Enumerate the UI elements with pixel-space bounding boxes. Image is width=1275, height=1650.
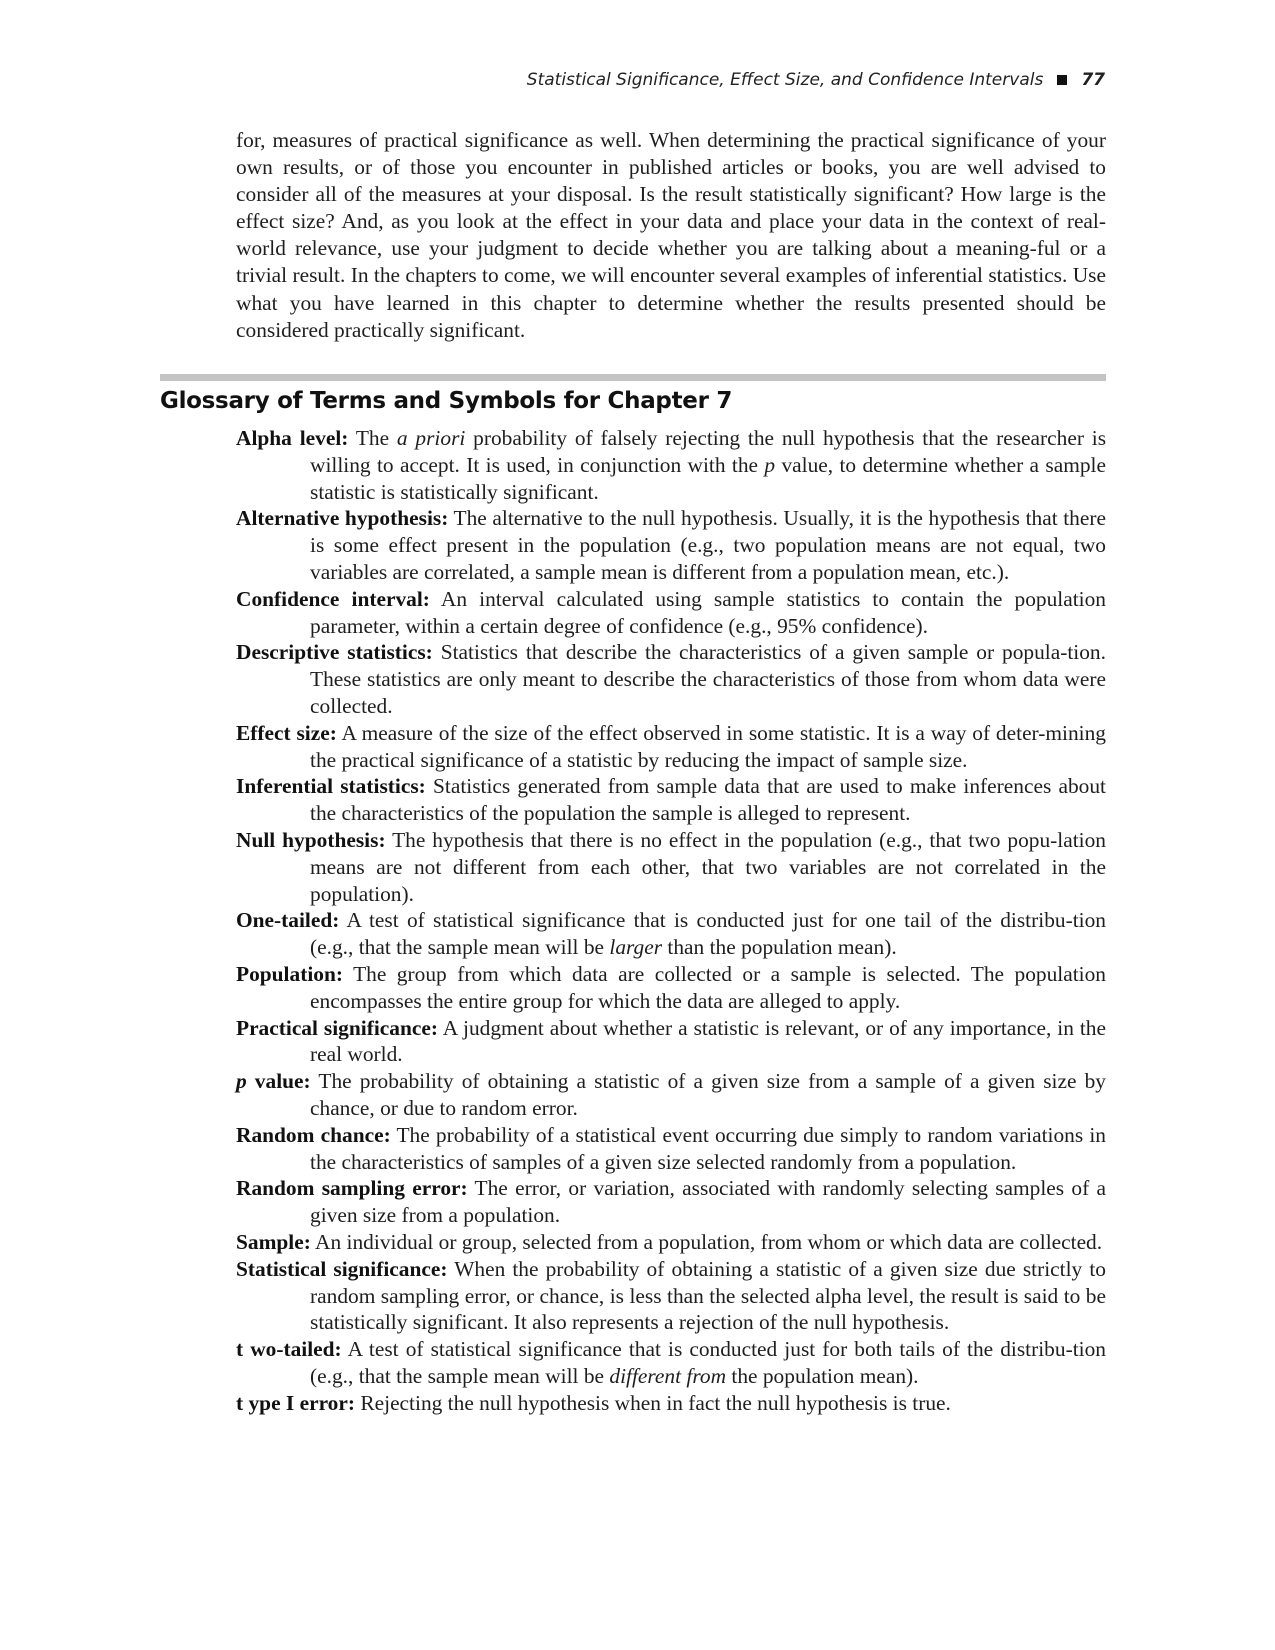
glossary-entry-practical-significance [236,1015,1106,1069]
glossary-definition: The alternative to the null hypothesis. Usually, it is the hypothesis that there is some effect present in the population (e.g., two population means are not equal, two variables are correlated, a sample mean is different from a population mean, etc.). [310,506,1106,584]
glossary-entry-confidence-interval [236,586,1106,640]
glossary-definition: the population mean). [726,1363,919,1388]
glossary-definition: The hypothesis that there is no effect in the population (e.g., that two popu-lation means are not different from each other, that two variables are not correlated in the population). [310,827,1106,906]
page-number: 77 [1081,70,1105,90]
glossary-entry-two-tailed [236,1336,1106,1390]
glossary-entry-p-value [236,1068,1106,1122]
glossary-definition-emphasis: a priori [396,426,466,450]
glossary-definition-emphasis: p [764,452,776,477]
glossary-term: Random sampling error: [236,1176,468,1201]
glossary-term: Alternative hypothesis: [236,506,449,531]
glossary-definition: Rejecting the null hypothesis when in fact the null hypothesis is true. [360,1390,951,1415]
glossary-term: Null hypothesis: [236,827,386,852]
section-divider [160,374,1106,381]
glossary-definition: When the probability of obtaining a statistic of a given size due strictly to random sampling error, or chance, is less than the selected alpha level, the result is said to be statistically significant. It also represents a rejection of the null hypothesis. [310,1256,1106,1335]
running-head [527,70,1105,90]
glossary-term: t wo-tailed: [236,1337,342,1362]
glossary-heading: Glossary of Terms and Symbols for Chapter 7 [160,388,733,414]
glossary-term: Effect size: [236,720,337,745]
glossary-term: Alpha level: [236,426,349,450]
glossary-term-symbol: p [236,1069,247,1094]
glossary-term: Sample: [236,1229,311,1254]
running-title: Statistical Significance, Effect Size, and Confidence Intervals [526,70,1044,90]
glossary-term [236,1069,311,1093]
glossary-entry-random-sampling-error [236,1175,1106,1229]
glossary-entry-population [236,961,1106,1015]
glossary-term: Confidence interval: [236,586,430,611]
glossary-definition: Statistics that describe the characteristics of a given sample or popula-tion. These statistics are only meant to describe the characteristics of those from whom data were collected. [310,640,1106,718]
glossary-definition: A test of statistical significance that is conducted just for one tail of the distribu-tion (e.g., that the sample mean will be [310,908,1106,960]
square-bullet-icon [1057,75,1067,85]
intro-paragraph: for, measures of practical significance as well. When determining the practical significance of your own results, or of those you encounter in published articles or books, you are well advised to consider all of the measures at your disposal. Is the result statistically significant? How large is the effect size? And, as you look at the effect in your data and place your data in the context of real-world relevance, use your judgment to decide whether you are talking about a meaning-ful or a trivial result. In the chapters to come, we will encounter several examples of inferential statistics. Use what you have learned in this chapter to determine whether the results presented should be considered practically significant. [236,128,1106,342]
glossary-definition: A measure of the size of the effect observed in some statistic. It is a way of deter-mining the practical significance of a statistic by reducing the impact of sample size. [310,720,1106,772]
glossary-entry-null-hypothesis [236,827,1106,907]
glossary-term-text: value: [246,1069,311,1094]
glossary-entry-statistical-significance [236,1256,1106,1336]
glossary-term: Statistical significance: [236,1256,448,1281]
glossary-definition-emphasis: different from [609,1363,727,1388]
glossary-term: One-tailed: [236,908,340,933]
glossary-definition: probability of falsely rejecting the null hypothesis that the researcher is willing to accept. It is used, in conjunction with the [310,426,1107,477]
glossary-definition: The probability of obtaining a statistic of a given size from a sample of a given size by chance, or due to random error. [310,1069,1106,1120]
glossary-definition: than the population mean). [662,935,897,960]
glossary-definition: A test of statistical significance that is conducted just for both tails of the distribu-tion (e.g., that the sample mean will be [310,1337,1106,1388]
glossary-definition: An individual or group, selected from a population, from whom or which data are collected. [315,1229,1103,1254]
glossary-definition: The [355,426,397,450]
glossary-term: Practical significance: [236,1015,438,1040]
glossary-entry-type-i-error [236,1390,1106,1417]
glossary-entry-effect-size [236,720,1106,774]
glossary-term: Random chance: [236,1122,391,1147]
glossary-entry-sample [236,1229,1106,1256]
glossary-term: Inferential statistics: [236,774,426,799]
glossary-definition: An interval calculated using sample statistics to contain the population parameter, within a certain degree of confidence (e.g., 95% confidence). [310,586,1107,638]
glossary-definition: Statistics generated from sample data that are used to make inferences about the characteristics of the population the sample is alleged to represent. [310,774,1106,826]
glossary-definition-emphasis: larger [609,935,663,960]
glossary-term: Descriptive statistics: [236,640,433,665]
glossary-term: t ype I error: [236,1390,355,1415]
glossary-entry-one-tailed [236,907,1106,961]
glossary-entry-inferential-statistics [236,773,1106,827]
glossary-definition: The error, or variation, associated with randomly selecting samples of a given size from a population. [310,1176,1107,1228]
glossary-term: Population: [236,961,343,986]
glossary-entry-alternative-hypothesis [236,505,1106,585]
glossary-definition: A judgment about whether a statistic is relevant, or of any importance, in the real world. [310,1015,1107,1067]
glossary-definition: value, to determine whether a sample statistic is statistically significant. [310,452,1106,504]
glossary-definition: The group from which data are collected or a sample is selected. The population encompasses the entire group for which the data are alleged to apply. [310,961,1106,1013]
glossary-definition: The probability of a statistical event occurring due simply to random variations in the characteristics of samples of a given size selected randomly from a population. [310,1122,1106,1174]
glossary-entry-alpha-level [236,425,1106,505]
glossary-list [236,425,1106,1416]
glossary-entry-random-chance [236,1122,1106,1176]
glossary-entry-descriptive-statistics [236,639,1106,719]
